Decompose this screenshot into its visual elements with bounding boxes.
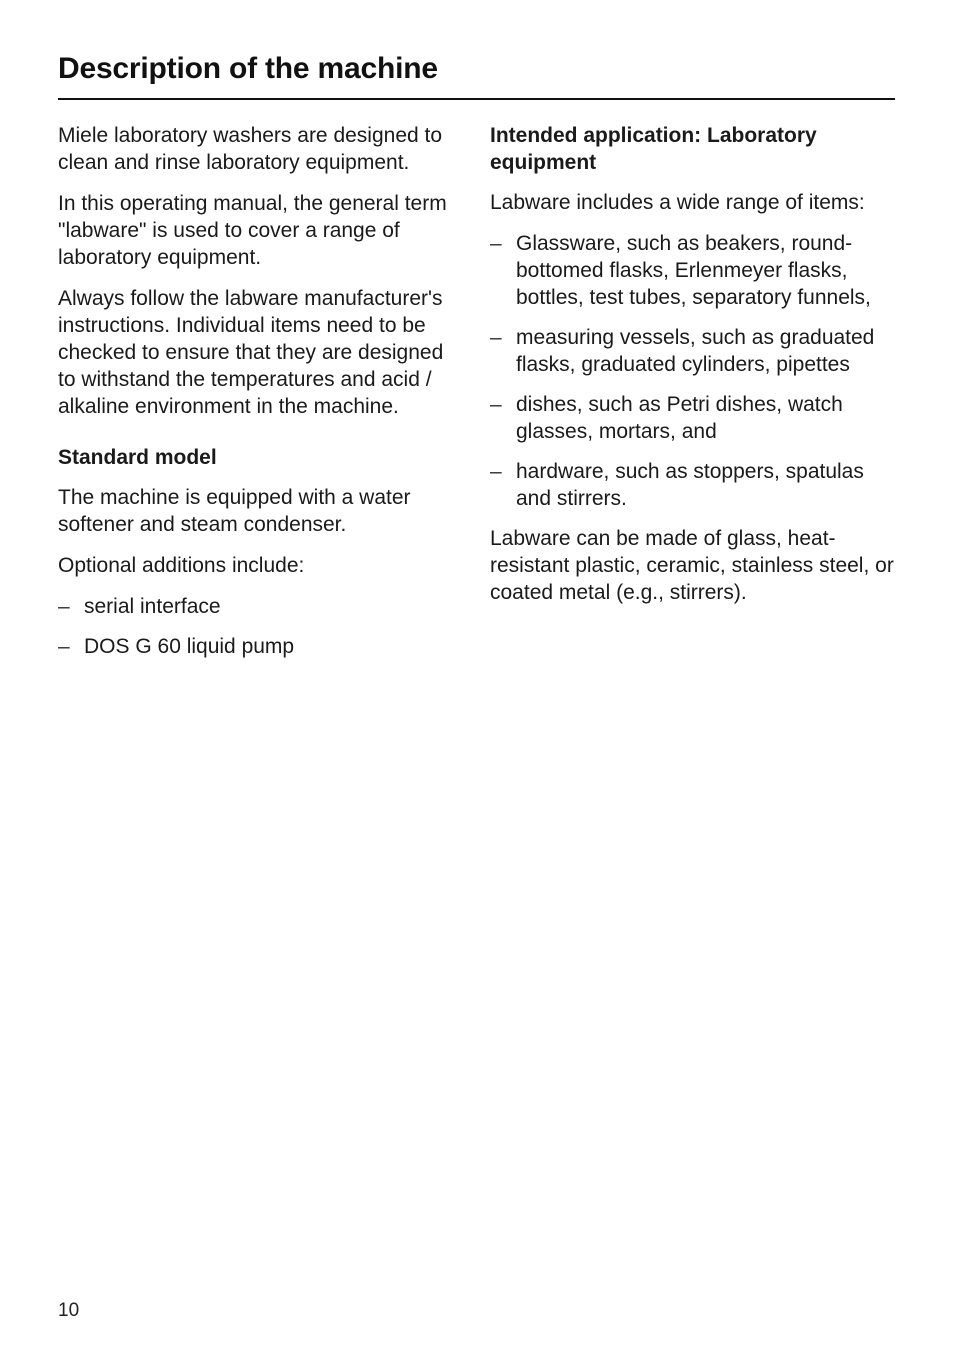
list-item — [58, 593, 463, 620]
right-column — [490, 122, 898, 620]
page-title: Description of the machine — [58, 52, 438, 85]
dash-bullet: – — [490, 326, 502, 349]
left-column — [58, 122, 463, 673]
dash-bullet: – — [490, 393, 502, 416]
list-item — [490, 324, 898, 378]
standard-model-heading: Standard model — [58, 446, 217, 469]
list-item — [58, 633, 463, 660]
list-item-text: DOS G 60 liquid pump — [84, 635, 295, 658]
labware-intro-paragraph: Labware includes a wide range of items: — [490, 191, 865, 214]
list-item — [490, 230, 898, 311]
intro-paragraph: Miele laboratory washers are designed to clean and rinse laboratory equipment. — [58, 124, 443, 174]
standard-model-paragraph: The machine is equipped with a water softener and steam condenser. — [58, 486, 411, 536]
list-item-text: Glassware, such as beakers, round-bottomed flasks, Erlenmeyer flasks, bottles, test tubes, separatory funnels, — [516, 232, 871, 309]
intro-paragraph: Always follow the labware manufacturer's instructions. Individual items need to be checked to ensure that they are designed to withstand the temperatures and acid / alkaline environment in the machine. — [58, 287, 444, 418]
dash-bullet: – — [58, 635, 70, 658]
list-item — [490, 391, 898, 445]
labware-materials-paragraph: Labware can be made of glass, heat-resistant plastic, ceramic, stainless steel, or coated metal (e.g., stirrers). — [490, 527, 894, 604]
optional-additions-list — [58, 593, 463, 660]
intended-application-heading: Intended application: Laboratory equipment — [490, 124, 817, 174]
dash-bullet: – — [490, 460, 502, 483]
list-item-text: measuring vessels, such as graduated flasks, graduated cylinders, pipettes — [516, 326, 875, 376]
list-item-text: dishes, such as Petri dishes, watch glasses, mortars, and — [516, 393, 843, 443]
list-item-text: hardware, such as stoppers, spatulas and stirrers. — [516, 460, 864, 510]
labware-items-list — [490, 230, 898, 512]
list-item-text: serial interface — [84, 595, 221, 618]
dash-bullet: – — [58, 595, 70, 618]
page-number: 10 — [58, 1300, 80, 1321]
intro-paragraph: In this operating manual, the general term "labware" is used to cover a range of laboratory equipment. — [58, 192, 447, 269]
list-item — [490, 458, 898, 512]
title-divider — [58, 98, 895, 100]
optional-additions-paragraph: Optional additions include: — [58, 554, 305, 577]
dash-bullet: – — [490, 232, 502, 255]
